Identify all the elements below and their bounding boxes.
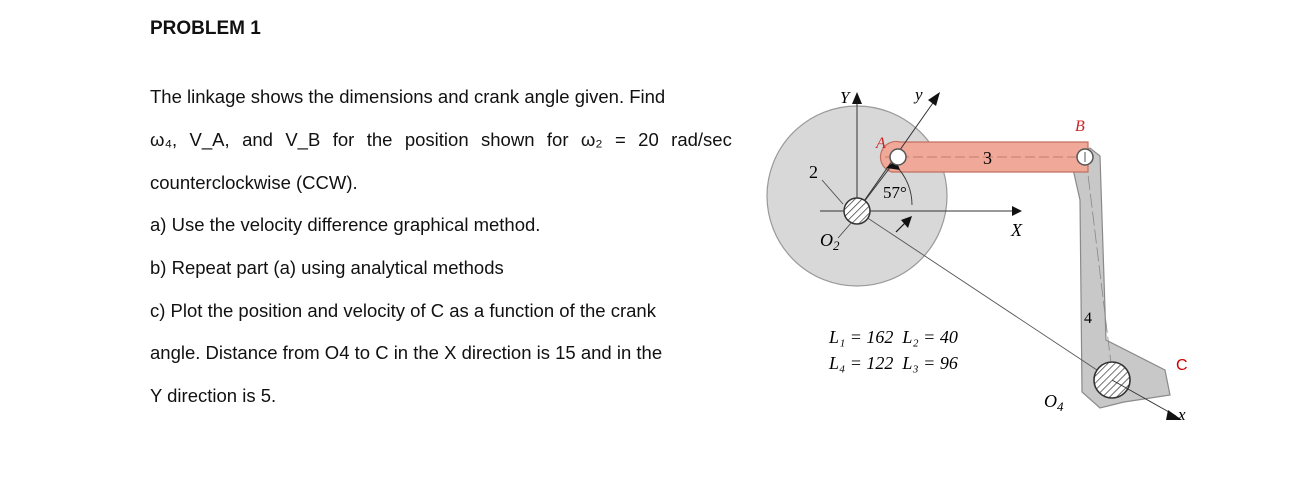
line-2-word: ω₄, — [150, 129, 178, 150]
label-B: B — [1075, 118, 1085, 135]
line-2-word: for — [546, 129, 569, 150]
label-angle: 57° — [883, 183, 907, 202]
part-b-text: b) Repeat part (a) using analytical methods — [150, 257, 504, 278]
label-x: x — [1178, 405, 1186, 424]
y-axis-arrow — [852, 92, 862, 104]
problem-text-line-1: The linkage shows the dimensions and crank angle given. Find — [150, 86, 666, 107]
local-y-axis-arrow — [928, 92, 940, 106]
part-c-text-2: angle. Distance from O4 to C in the X direction is 15 and in the — [150, 342, 663, 363]
line-2-word: = — [614, 129, 626, 150]
line-2-word: V_A, — [189, 129, 230, 150]
label-C: C — [1176, 357, 1188, 374]
label-o4: $O_4$ — [1044, 391, 1064, 414]
label-Y: Y — [840, 88, 850, 107]
problem-title: PROBLEM 1 — [150, 18, 261, 39]
part-c-text-3: Y direction is 5. — [150, 385, 277, 406]
pivot-o2 — [844, 198, 870, 224]
label-A: A — [876, 135, 886, 152]
dims-row-2: L₄ = 122 L₃ = 96 — [829, 353, 958, 373]
label-link-4: 4 — [1084, 310, 1092, 327]
label-link-3: 3 — [983, 148, 992, 168]
line-2-word: the — [366, 129, 393, 150]
x-axis-arrow — [1012, 206, 1022, 216]
dims-row-1: L₁ = 162 L₂ = 40 — [829, 327, 958, 347]
label-o2: $O_2$ — [820, 230, 840, 253]
line-2-word: and — [242, 129, 273, 150]
line-2-word: 20 — [638, 129, 659, 150]
pin-a — [890, 149, 906, 165]
line-2-word: rad/sec — [671, 129, 732, 150]
problem-text-line-3: counterclockwise (CCW). — [150, 172, 358, 193]
label-link-2: 2 — [809, 162, 818, 182]
line-2-word: V_B — [285, 129, 321, 150]
label-X: X — [1011, 220, 1022, 240]
line-2-word: position — [404, 129, 469, 150]
line-2-word: ω₂ — [580, 129, 603, 150]
part-c-text-1: c) Plot the position and velocity of C as a function of the crank — [150, 300, 656, 321]
line-2-word: for — [332, 129, 355, 150]
label-y: y — [915, 85, 923, 104]
part-a-text: a) Use the velocity difference graphical method. — [150, 214, 541, 235]
line-2-word: shown — [481, 129, 535, 150]
